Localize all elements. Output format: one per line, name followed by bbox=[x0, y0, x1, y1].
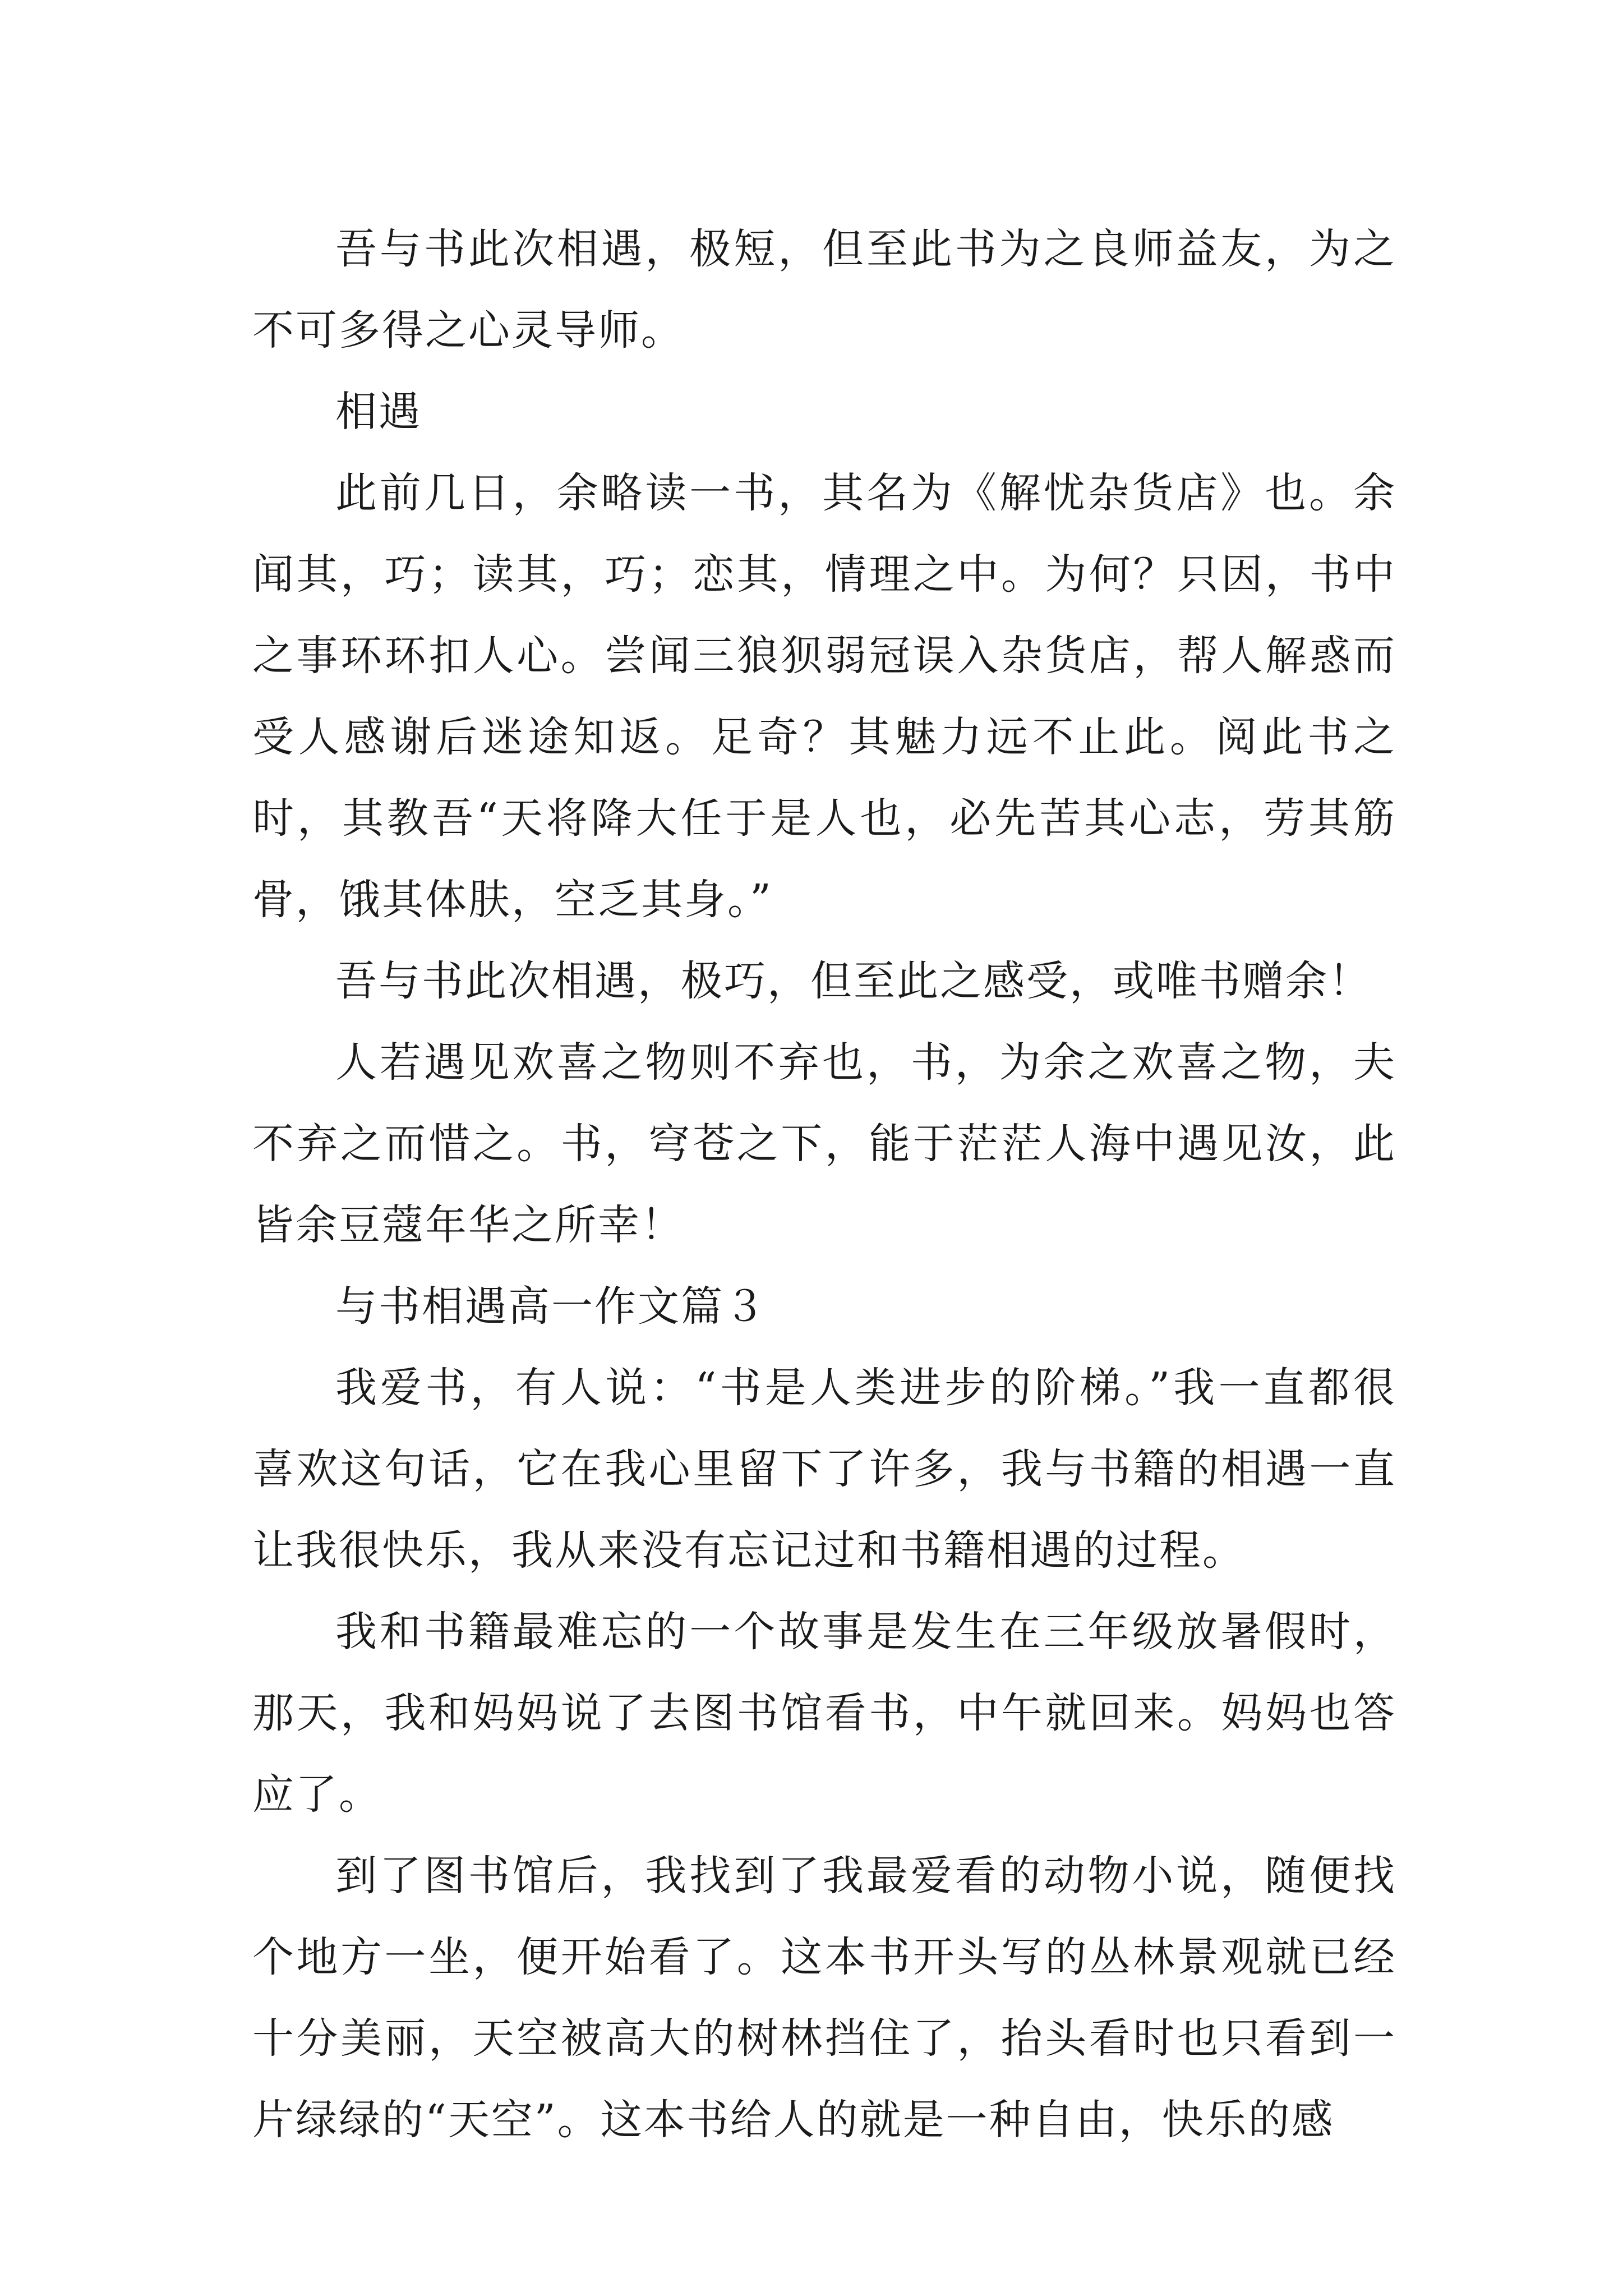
paragraph: 到了图书馆后，我找到了我最爱看的动物小说，随便找个地方一坐，便开始看了。这本书开头写的丛林景观就已经十分美丽，天空被高大的树林挡住了，抬头看时也只看到一片绿绿的“天空”。这本书给人的就是一种自由，快乐的感 bbox=[252, 1852, 1396, 2144]
paragraph: 吾与书此次相遇，极巧，但至此之感受，或唯书赠余！ bbox=[335, 957, 1372, 1005]
document-body bbox=[252, 209, 1396, 2161]
paragraph: 此前几日，余略读一书，其名为《解忧杂货店》也。余闻其，巧；读其，巧；恋其，情理之中。为何？只因，书中之事环环扣人心。尝闻三狼狈弱冠误入杂货店，帮人解惑而受人感谢后迷途知返。足奇？其魅力远不止此。阅此书之时，其教吾“天将降大任于是人也，必先苦其心志，劳其筋骨，饿其体肤，空乏其身。” bbox=[252, 469, 1396, 924]
paragraph: 吾与书此次相遇，极短，但至此书为之良师益友，为之不可多得之心灵导师。 bbox=[252, 225, 1396, 355]
section-heading: 相遇 bbox=[335, 388, 422, 436]
paragraph: 我和书籍最难忘的一个故事是发生在三年级放暑假时，那天，我和妈妈说了去图书馆看书，中午就回来。妈妈也答应了。 bbox=[252, 1608, 1396, 1819]
paragraph: 人若遇见欢喜之物则不弃也，书，为余之欢喜之物，夫不弃之而惜之。书，穹苍之下，能于茫茫人海中遇见汝，此皆余豆蔻年华之所幸！ bbox=[252, 1038, 1396, 1249]
section-heading: 与书相遇高一作文篇３ bbox=[335, 1282, 767, 1331]
paragraph: 我爱书，有人说：“书是人类进步的阶梯。”我一直都很喜欢这句话，它在我心里留下了许多，我与书籍的相遇一直让我很快乐，我从来没有忘记过和书籍相遇的过程。 bbox=[252, 1364, 1396, 1575]
